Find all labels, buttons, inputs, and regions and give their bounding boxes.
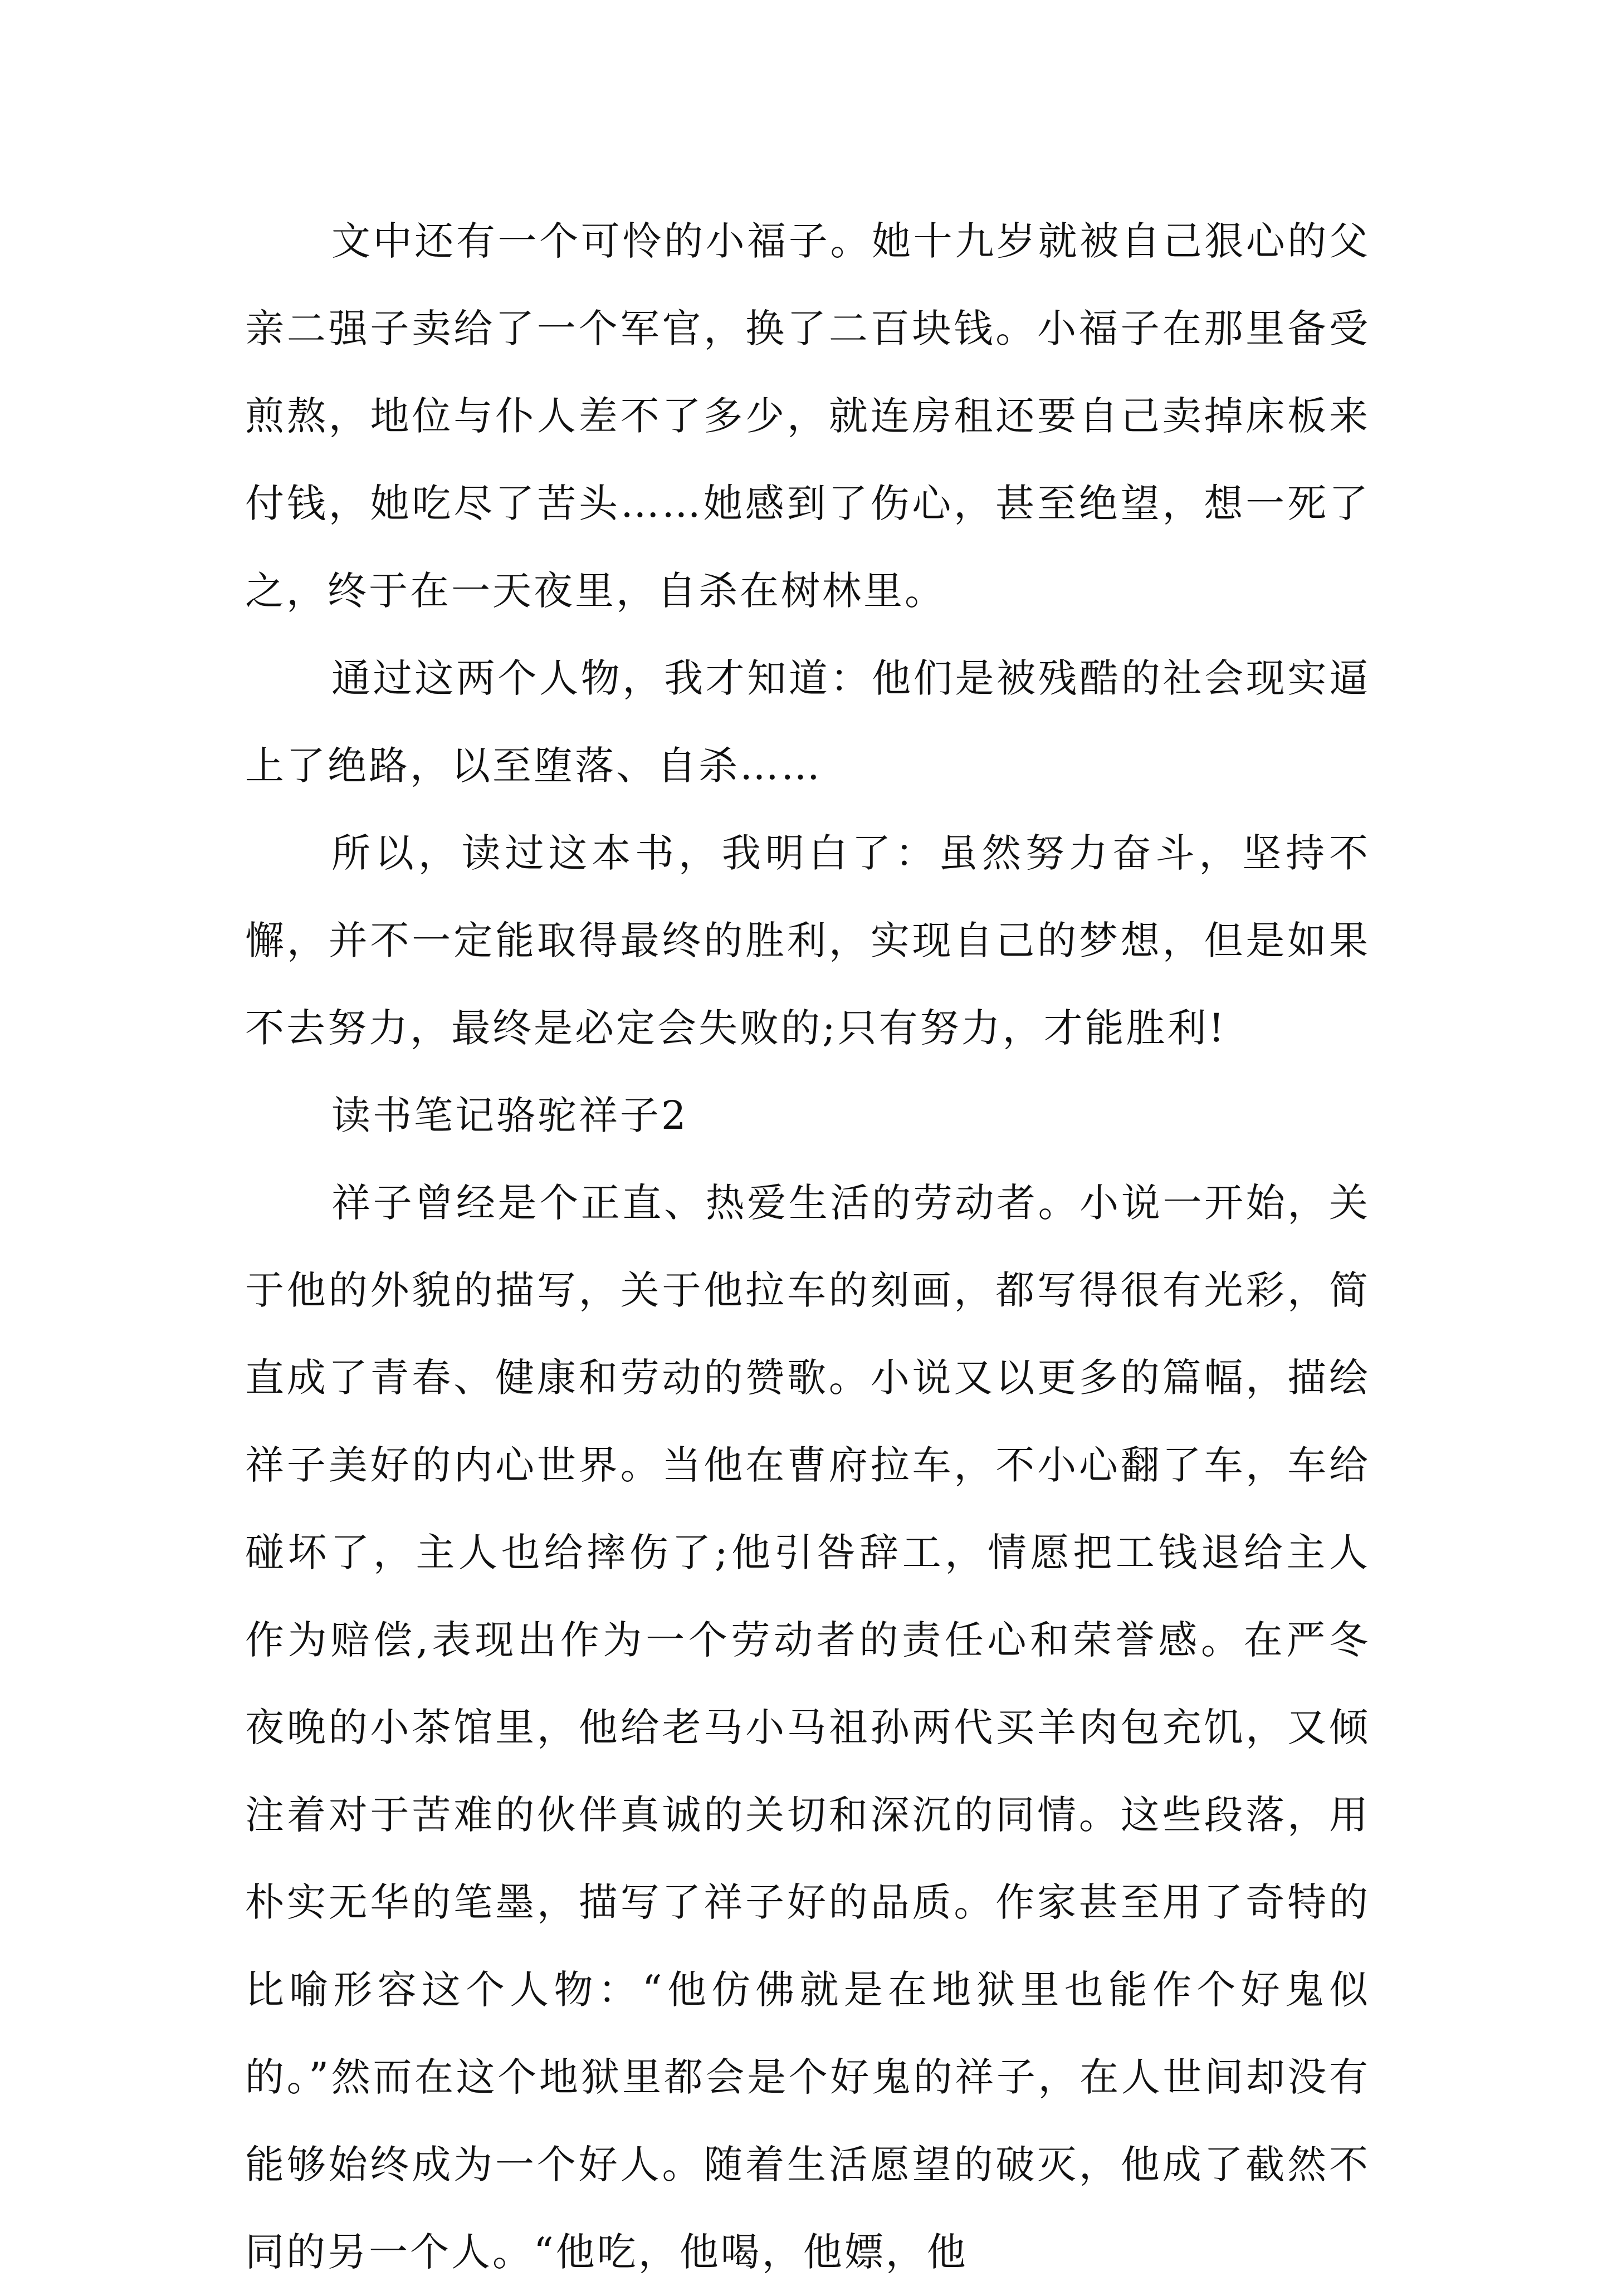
document-body	[245, 198, 1370, 2296]
section-heading: 读书笔记骆驼祥子2	[331, 1093, 688, 1138]
paragraph-xiaofuzi: 文中还有一个可怜的小福子。她十九岁就被自己狠心的父亲二强子卖给了一个军官，换了二百块钱。小福子在那里备受煎熬，地位与仆人差不了多少，就连房租还要自己卖掉床板来付钱，她吃尽了苦头……她感到了伤心，甚至绝望，想一死了之，终于在一天夜里，自杀在树林里。	[245, 218, 1370, 614]
paragraph-two-characters: 通过这两个人物，我才知道：他们是被残酷的社会现实逼上了绝路，以至堕落、自杀……	[245, 655, 1370, 789]
paragraph-conclusion: 所以，读过这本书，我明白了：虽然努力奋斗，坚持不懈，并不一定能取得最终的胜利，实现自己的梦想，但是如果不去努力，最终是必定会失败的;只有努力，才能胜利!	[245, 830, 1370, 1051]
paragraph-xiangzi: 祥子曾经是个正直、热爱生活的劳动者。小说一开始，关于他的外貌的描写，关于他拉车的刻画，都写得很有光彩，简直成了青春、健康和劳动的赞歌。小说又以更多的篇幅，描绘祥子美好的内心世界。当他在曹府拉车，不小心翻了车，车给碰坏了，主人也给摔伤了;他引咎辞工，情愿把工钱退给主人作为赔偿,表现出作为一个劳动者的责任心和荣誉感。在严冬夜晚的小茶馆里，他给老马小马祖孙两代买羊肉包充饥，又倾注着对于苦难的伙伴真诚的关切和深沉的同情。这些段落，用朴实无华的笔墨，描写了祥子好的品质。作家甚至用了奇特的比喻形容这个人物：“他仿佛就是在地狱里也能作个好鬼似的。”然而在这个地狱里都会是个好鬼的祥子，在人世间却没有能够始终成为一个好人。随着生活愿望的破灭，他成了截然不同的另一个人。“他吃，他喝，他嫖，他	[245, 1180, 1370, 2275]
